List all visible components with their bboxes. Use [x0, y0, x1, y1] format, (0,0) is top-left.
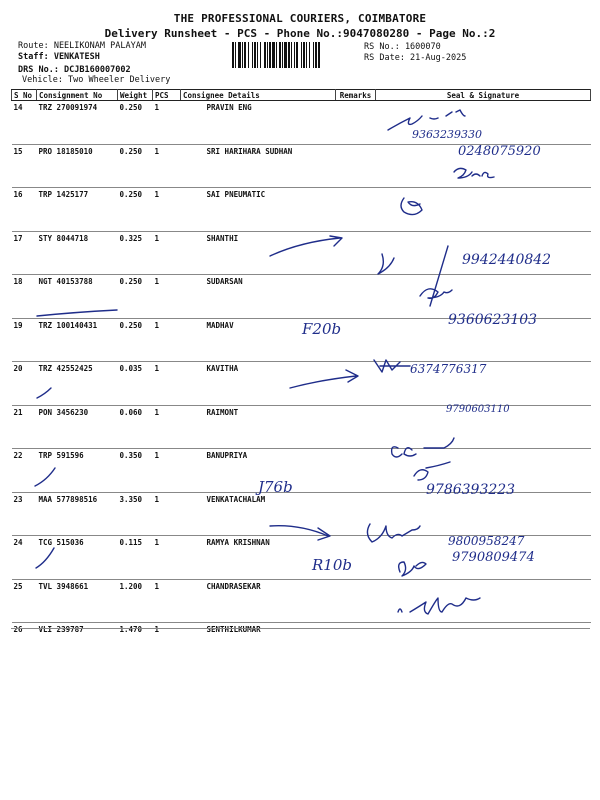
- cell-consignment-no: TCG 515036: [37, 536, 118, 580]
- cell-remarks: [336, 144, 376, 188]
- cell-consignee: SRI HARIHARA SUDHAN: [181, 144, 336, 188]
- cell-weight: 0.035: [118, 362, 153, 406]
- phone-note-14: 9363239330: [412, 128, 482, 141]
- phone-note-23: 9786393223: [426, 482, 516, 498]
- cell-weight: 0.250: [118, 144, 153, 188]
- cell-consignment-no: PRO 18185010: [37, 144, 118, 188]
- delivery-table: [11, 89, 591, 666]
- cell-consignee: VENKATACHALAM: [181, 492, 336, 536]
- col-signature: Seal & Signature: [376, 90, 591, 101]
- cell-sno: 26: [13, 625, 23, 634]
- cell-weight: 0.115: [118, 536, 153, 580]
- cell-weight: 0.350: [118, 449, 153, 493]
- table-row: [12, 188, 591, 232]
- cell-pcs: 1: [153, 362, 181, 406]
- cell-consignment-no: TRZ 270091974: [37, 101, 118, 145]
- phone-note-15: 0248075920: [458, 144, 541, 159]
- table-row: [12, 492, 591, 536]
- col-remarks: Remarks: [336, 90, 376, 101]
- cell-sno: 16: [12, 188, 37, 232]
- cell-consignment-no: TRP 1425177: [37, 188, 118, 232]
- phone-note-24: 9800958247: [448, 534, 525, 548]
- staff-label: Staff: VENKATESH: [18, 52, 100, 62]
- cell-consignee: BANUPRIYA: [181, 449, 336, 493]
- cell-pcs: 1: [153, 449, 181, 493]
- cell-consignee: PRAVIN ENG: [181, 101, 336, 145]
- cell-sno: 25: [12, 579, 37, 623]
- cell-remarks: [336, 188, 376, 232]
- cell-consignee: SAI PNEUMATIC: [181, 188, 336, 232]
- col-weight: Weight: [118, 90, 153, 101]
- cell-pcs: 1: [154, 625, 160, 634]
- cell-pcs: 1: [153, 275, 181, 319]
- cell-pcs: 1: [153, 536, 181, 580]
- cell-sno: 15: [12, 144, 37, 188]
- remark-note-23: J76b: [258, 478, 293, 496]
- cell-remarks: [336, 492, 376, 536]
- cell-sno: 23: [12, 492, 37, 536]
- cell-signature: [376, 579, 591, 623]
- cell-sno: 18: [12, 275, 37, 319]
- cell-remarks: [336, 579, 376, 623]
- company-title: THE PROFESSIONAL COURIERS, COIMBATORE: [173, 12, 427, 25]
- cell-weight: 0.060: [118, 405, 153, 449]
- cell-pcs: 1: [153, 405, 181, 449]
- cell-consignment-no: VLI 239787: [38, 625, 84, 634]
- cell-pcs: 1: [153, 231, 181, 275]
- cell-remarks: [336, 449, 376, 493]
- bottom-divider: [11, 628, 590, 629]
- phone-note-25: 9790809474: [452, 550, 535, 565]
- cell-sno: 24: [12, 536, 37, 580]
- cell-consignee: SUDARSAN: [181, 275, 336, 319]
- barcode: [232, 42, 354, 68]
- cell-pcs: 1: [153, 101, 181, 145]
- cell-sno: 22: [12, 449, 37, 493]
- cell-consignee: CHANDRASEKAR: [181, 579, 336, 623]
- drs-number: DRS No.: DCJB160007002: [18, 65, 131, 75]
- cell-consignment-no: TRZ 100140431: [37, 318, 118, 362]
- cell-consignment-no: TVL 3948661: [37, 579, 118, 623]
- cell-pcs: 1: [153, 579, 181, 623]
- cell-pcs: 1: [153, 318, 181, 362]
- cell-consignee: SHANTHI: [181, 231, 336, 275]
- cell-consignment-no: TRP 591596: [37, 449, 118, 493]
- cell-sno: 14: [12, 101, 37, 145]
- rs-date: RS Date: 21-Aug-2025: [364, 53, 467, 63]
- col-consignment: Consignment No: [37, 90, 118, 101]
- phone-note-21: 9790603110: [446, 404, 510, 415]
- cell-remarks: [336, 231, 376, 275]
- cell-sno: 17: [12, 231, 37, 275]
- vehicle-label: Vehicle: Two Wheeler Delivery: [22, 75, 171, 85]
- table-row: [12, 101, 591, 145]
- cell-weight: 0.250: [118, 275, 153, 319]
- cell-pcs: 1: [153, 492, 181, 536]
- cell-signature: [376, 188, 591, 232]
- cell-pcs: 1: [153, 188, 181, 232]
- cell-signature: [376, 101, 591, 145]
- phone-note-20: 6374776317: [410, 362, 487, 376]
- runsheet-subtitle: Delivery Runsheet - PCS - Phone No.:9047080280 - Page No.:2: [104, 27, 496, 40]
- table-row: [12, 579, 591, 623]
- cell-consignee: KAVITHA: [181, 362, 336, 406]
- remark-note-25: R10b: [312, 556, 352, 574]
- cell-weight: 3.350: [118, 492, 153, 536]
- cell-weight: 0.325: [118, 231, 153, 275]
- cell-weight: 1.200: [118, 579, 153, 623]
- cell-weight: 0.250: [118, 188, 153, 232]
- col-pcs: PCS: [153, 90, 181, 101]
- cell-sno: 21: [12, 405, 37, 449]
- rs-number: RS No.: 1600070: [364, 42, 441, 52]
- table-row: [12, 362, 591, 406]
- cell-consignment-no: NGT 40153788: [37, 275, 118, 319]
- phone-note-19: 9360623103: [448, 312, 538, 328]
- col-consignee: Consignee Details: [181, 90, 336, 101]
- cell-consignment-no: PON 3456230: [37, 405, 118, 449]
- cell-consignment-no: STY 8044718: [37, 231, 118, 275]
- cell-signature: [376, 492, 591, 536]
- cell-remarks: [336, 405, 376, 449]
- cell-consignment-no: TRZ 42552425: [37, 362, 118, 406]
- cell-consignee: MADHAV: [181, 318, 336, 362]
- route-label: Route: NEELIKONAM PALAYAM: [18, 41, 146, 51]
- cell-weight: 1.470: [119, 625, 143, 634]
- cell-sno: 19: [12, 318, 37, 362]
- col-sno: S No: [12, 90, 37, 101]
- cell-consignee: SENTHILKUMAR: [206, 625, 261, 634]
- cell-remarks: [336, 101, 376, 145]
- cell-pcs: 1: [153, 144, 181, 188]
- cell-consignment-no: MAA 577898516: [37, 492, 118, 536]
- cell-weight: 0.250: [118, 318, 153, 362]
- cell-sno: 20: [12, 362, 37, 406]
- cell-consignee: RAIMONT: [181, 405, 336, 449]
- cell-remarks: [336, 318, 376, 362]
- remark-note-19: F20b: [302, 320, 342, 338]
- cell-weight: 0.250: [118, 101, 153, 145]
- cell-consignee: RAMYA KRISHNAN: [181, 536, 336, 580]
- phone-note-18: 9942440842: [462, 252, 552, 268]
- cell-remarks: [336, 362, 376, 406]
- cell-remarks: [336, 275, 376, 319]
- table-header: [12, 90, 591, 101]
